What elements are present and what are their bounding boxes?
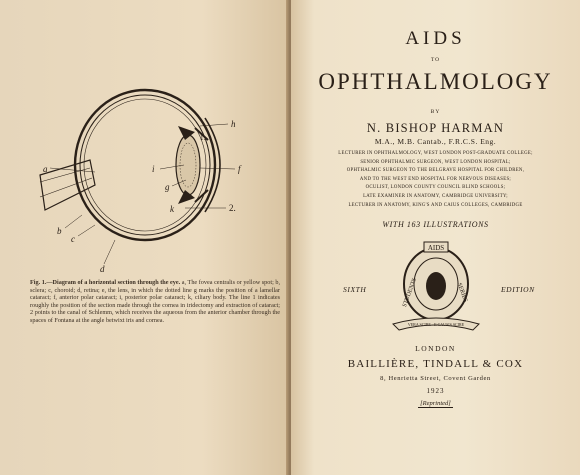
- seal-right-text: SERIES: [455, 282, 469, 304]
- seal-top-text: AIDS: [427, 244, 445, 252]
- illustrations-note: WITH 163 ILLUSTRATIONS: [382, 220, 489, 229]
- position-line: AND TO THE WEST END HOSPITAL FOR NERVOUS DISEASES;: [359, 176, 512, 182]
- position-line: OPHTHALMIC SURGEON TO THE BELGRAVE HOSPITAL FOR CHILDREN,: [346, 168, 525, 174]
- author-degrees: M.A., M.B. Cantab., F.R.C.S. Eng.: [374, 137, 497, 146]
- seal-ribbon-text: VERA SCIRE · E CAUSIS SCIRE: [407, 322, 465, 327]
- position-line: SENIOR OPHTHALMIC SURGEON, WEST LONDON HOSPITAL;: [360, 159, 511, 165]
- reprinted-note: [291, 400, 580, 407]
- left-page: [0, 0, 288, 475]
- seal-left-text: STUDENTS: [401, 277, 419, 309]
- eye-section-diagram: [0, 0, 288, 280]
- position-line: LATE EXAMINER IN ANATOMY, CAMBRIDGE UNIVERSITY;: [363, 193, 508, 199]
- publisher-address: 8, Henrietta Street, Covent Garden: [380, 375, 491, 382]
- label-c: c: [71, 234, 75, 244]
- edition-word-left: SIXTH: [343, 285, 367, 294]
- by-line: BY: [430, 109, 441, 115]
- position-line: LECTURER IN OPHTHALMOLOGY, WEST LONDON POST-GRADUATE COLLEGE;: [338, 151, 533, 156]
- caption-lead: Fig. 1.—Diagram of a horizontal section through the eye.: [30, 279, 181, 286]
- author-name: N. BISHOP HARMAN: [366, 121, 505, 135]
- label-f: f: [238, 164, 241, 174]
- label-a: a: [43, 164, 48, 174]
- students-aids-series-seal: [381, 238, 491, 338]
- title-line-1: AIDS: [405, 28, 466, 49]
- position-line: OCULIST, LONDON COUNTY COUNCIL BLIND SCHOOLS;: [365, 185, 506, 191]
- publisher-name: BAILLIÈRE, TINDALL & COX: [347, 358, 524, 370]
- label-2: 2.: [229, 203, 236, 213]
- title-connector: TO: [430, 57, 441, 63]
- lens: [176, 135, 200, 195]
- position-line: LECTURER IN ANATOMY, KING'S AND CAIUS COLLEGES, CAMBRIDGE: [348, 202, 523, 208]
- label-d: d: [100, 264, 105, 274]
- label-b: b: [57, 226, 62, 236]
- label-h: h: [231, 119, 236, 129]
- reprinted-text: [Reprinted]: [420, 400, 451, 407]
- figure-caption: [30, 279, 280, 325]
- title-line-2: OPHTHALMOLOGY: [318, 69, 553, 94]
- publication-year: 1923: [426, 387, 445, 395]
- edition-word-right: EDITION: [501, 285, 535, 294]
- label-k: k: [170, 204, 174, 214]
- label-1: 1.: [200, 134, 206, 142]
- label-g: g: [165, 182, 170, 192]
- right-page: [291, 0, 580, 475]
- author-positions: [291, 150, 580, 210]
- label-i: i: [152, 164, 155, 174]
- caption-body: a, The fovea centralis or yellow spot; b, sclera; c, choroid; d, retina; e, the lens, in which the dotted line g marks the position of a lamellar cataract; f, anterior polar cataract; i, posterior polar cataract; k, ciliary body. The line 1 indicates roughly the position of the section made through the cornea in iridectomy and extraction of cataract; 2 points to the canal of Schlemm, which receives the aqueous from the anterior chamber through the spaces of Fontana at the angle betwixt iris and cornea.: [30, 279, 281, 324]
- publisher-city: LONDON: [415, 344, 456, 353]
